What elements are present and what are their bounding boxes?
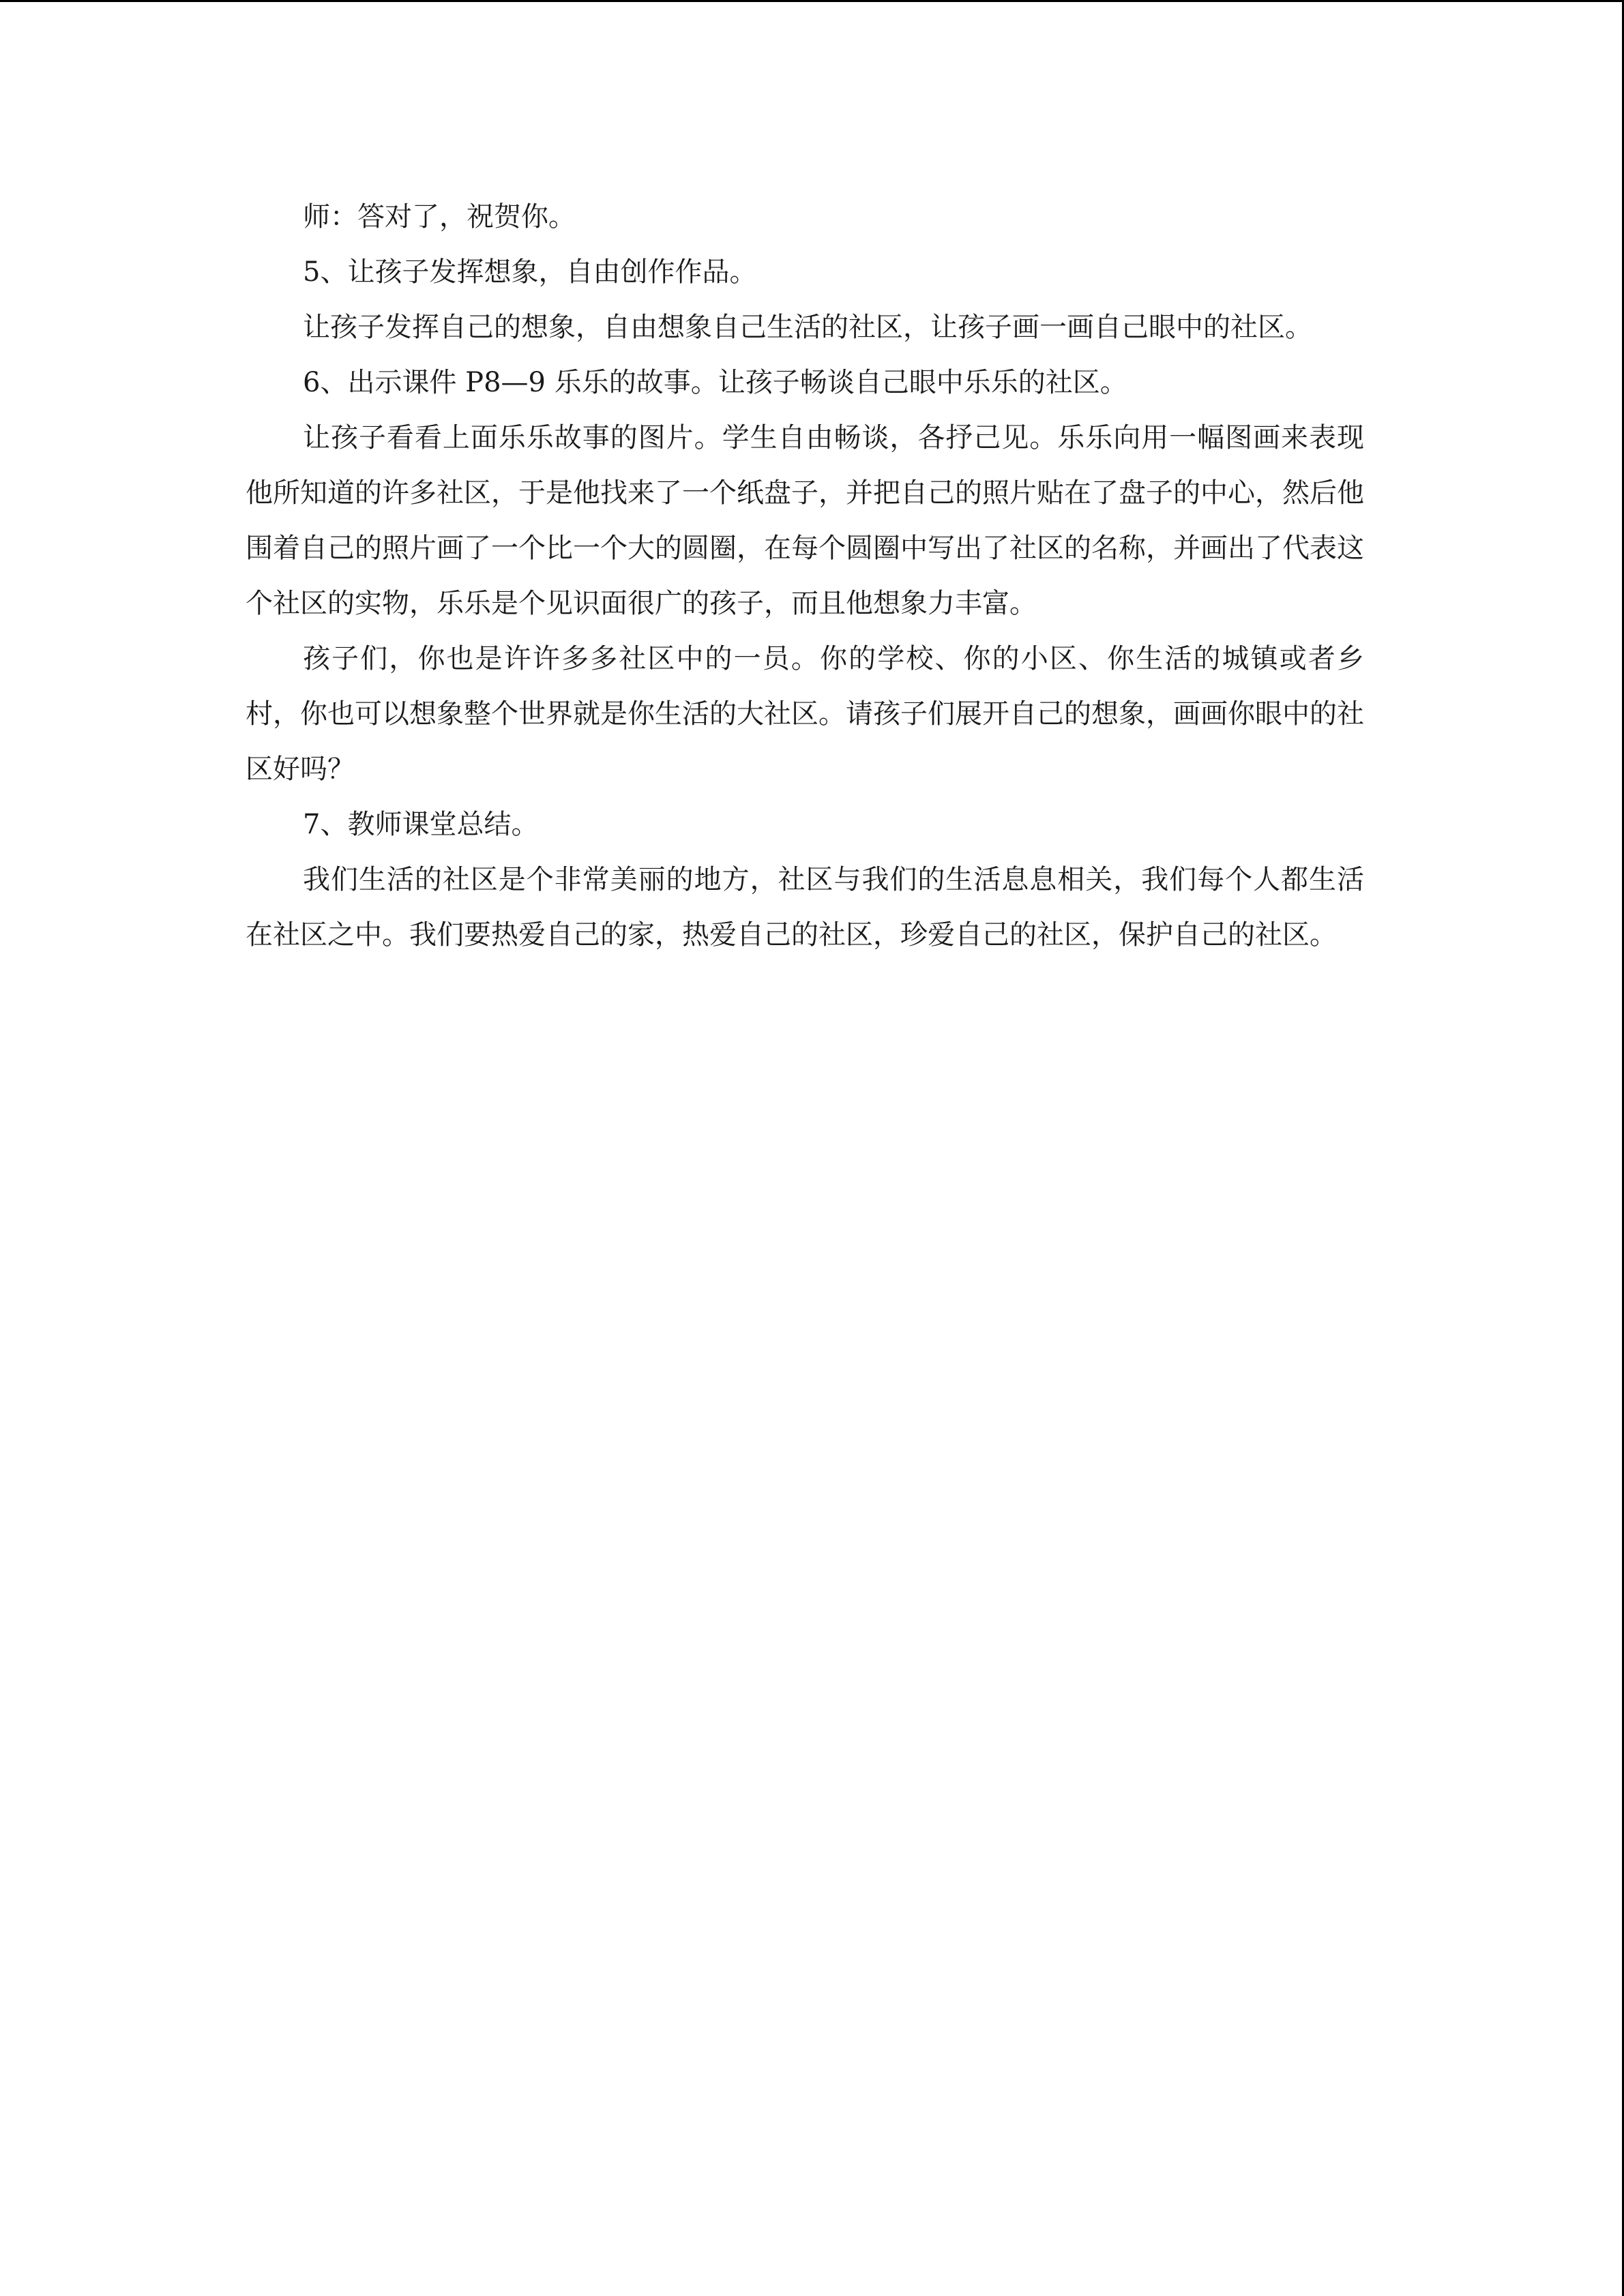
paragraph-step-5-body: 让孩子发挥自己的想象，自由想象自己生活的社区，让孩子画一画自己眼中的社区。: [303, 312, 1312, 343]
paragraph-teacher-reply: 师：答对了，祝贺你。: [303, 201, 576, 233]
paragraph-step-6-body: 让孩子看看上面乐乐故事的图片。学生自由畅谈，各抒己见。乐乐向用一幅图画来表现他所知道的许多社区，于是他找来了一个纸盘子，并把自己的照片贴在了盘子的中心，然后他围着自己的照片画了一个比一个大的圆圈，在每个圆圈中写出了社区的名称，并画出了代表这个社区的实物，乐乐是个见识面很广的孩子，而且他想象力丰富。: [246, 422, 1364, 619]
paragraph-step-5-heading: 5、让孩子发挥想象，自由创作作品。: [303, 256, 757, 288]
paragraph-step-6-heading: 6、出示课件 P8—9 乐乐的故事。让孩子畅谈自己眼中乐乐的社区。: [303, 367, 1127, 398]
paragraph-step-7-body: 我们生活的社区是个非常美丽的地方，社区与我们的生活息息相关，我们每个人都生活在社区之中。我们要热爱自己的家，热爱自己的社区，珍爱自己的社区，保护自己的社区。: [246, 864, 1364, 951]
paragraph-step-7-heading: 7、教师课堂总结。: [303, 809, 539, 840]
paragraph-step-6-prompt: 孩子们，你也是许许多多社区中的一员。你的学校、你的小区、你生活的城镇或者乡村，你也可以想象整个世界就是你生活的大社区。请孩子们展开自己的想象，画画你眼中的社区好吗？: [246, 643, 1364, 785]
document-body: [246, 190, 1364, 963]
